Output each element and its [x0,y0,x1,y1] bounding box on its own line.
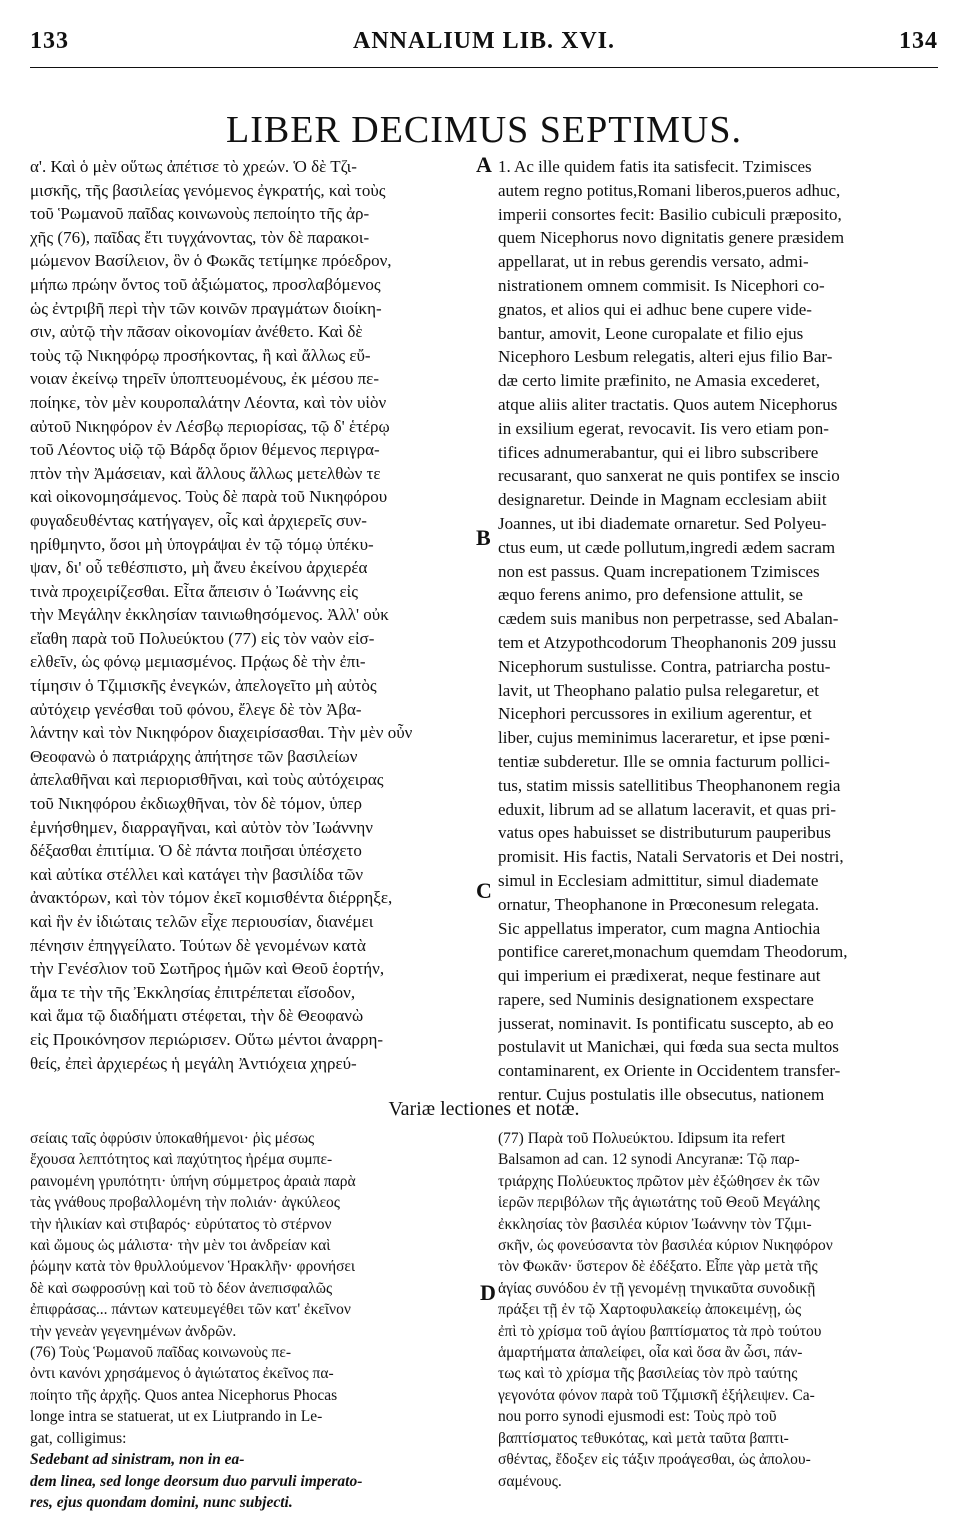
latin-note-line: βαπτίσματος τεθυκότας, καὶ μετὰ ταῦτα βαπτι- [498,1429,789,1447]
right-page-number: 134 [899,28,938,54]
latin-text-line: quem Nicephorus novo dignitatis genere præsidem [498,228,845,248]
latin-text-line: in exsilium egerat, revocavit. Iis vero etiam pon- [498,418,829,438]
greek-text-line: αὐτόχειρ γενέσθαι τοῦ φόνου, ἔλεγε δὲ τὸν Ἀβα- [30,699,362,719]
greek-text-line: καὶ ἅμα τῷ διαδήματι στέφεται, τὴν δὲ Θεοφανὼ [30,1006,364,1026]
running-title: ANNALIUM LIB. XVI. [352,28,616,54]
latin-text-line: vatus opes habuisset se distributurum pauperibus [498,823,831,843]
greek-text-line: Θεοφανὼ ὁ πατριάρχης ἀπήτησε τῶν βασιλείων [30,746,358,766]
latin-text-line: tifices adnumerabantur, qui ei libro subscribere [498,442,819,462]
greek-text-line: εἴαθη παρὰ τοῦ Πολυεύκτου (77) εἰς τὸν ναὸν εἰσ- [30,628,375,648]
greek-text-line: τοῦ Λέοντος υἱῷ τῷ Βάρδᾳ ὅριον θέμενος περιγρα- [30,440,380,460]
greek-text-line: πένησιν ἐπηγγείλατο. Τούτων δὲ γενομένων κατὰ [30,935,366,955]
latin-text-line: Nicephorum sustulisse. Contra, patriarcha postu- [498,656,831,676]
latin-text-line: designaretur. Deinde in Magnam ecclesiam abiit [498,490,827,510]
greek-text-line: καὶ αὐτίκα στέλλει καὶ κατάγει τὴν βασιλίδα τῶν [30,864,364,884]
latin-text-line: Nicephori percussores in exilium agerentur, et [498,704,812,724]
greek-note-italic-line: Sedebant ad sinistram, non in ea- [30,1451,245,1469]
greek-note-line: σείαις ταῖς ὀφρύσιν ὑποκαθήμενοι· ῥὶς μέσως [30,1130,315,1147]
latin-text-line: recusarant, quo sanxerat ne quis pontifex se inscio [498,466,840,486]
greek-text-line: ηρίθμηντο, ὅσοι μὴ ὑπογράψαι ἐν τῷ τόμῳ ὑπέκυ- [30,534,374,554]
greek-note-line: (76) Τοὺς Ῥωμανοῦ παῖδας κοινωνοὺς πε- [30,1344,292,1362]
latin-text-line: Nicephoro Lesbum relegatis, alteri ejus filio Bar- [498,347,833,367]
latin-note-line: γεγονότα φόνον παρὰ τοῦ Τζιμισκῆ ἐξήλειψεν. Ca- [498,1386,815,1404]
latin-text-line: promisit. His factis, Natali Servatoris et Dei nostri, [498,847,844,867]
latin-text-line: tus, statim missis satellitibus Theophanonem regia [498,775,841,795]
header-rule [30,67,938,68]
latin-text-line: rentur. Cujus postulatis ille obsecutus, nationem [498,1085,825,1105]
greek-note-italic-line: dem linea, sed longe deorsum duo parvuli imperato- [30,1472,363,1490]
greek-text-line: αὐτοῦ Νικηφόρον ἐν Λέσβῳ περιορίσας, τῷ δ' ἑτέρῳ [30,416,390,436]
latin-text-line: tentiæ subderetur. Ille se omnia facturum pollici- [498,751,830,771]
book-title: LIBER DECIMUS SEPTIMUS. [226,109,742,151]
greek-text-line: χῆς (76), παῖδας ἔτι τυγχάνοντας, τὸν δὲ παρακοι- [30,227,370,247]
greek-text-line: ἅμα τε τὴν τῆς Ἐκκλησίας ἐπιτρέπεται εἴσοδον, [30,982,356,1002]
greek-text-line: τὴν Μεγάλην ἐκκλησίαν ταινιωθησόμενος. Ἀλλ' οὐκ [30,605,389,625]
greek-note-line: ἔχουσα λεπτότητος καὶ παχύτητος ἠρέμα συμπε- [30,1151,333,1169]
greek-note-line: καὶ ὤμους ὡς μάλιστα· τὴν μὲν τοι ἀνδρείαν καὶ [30,1237,331,1255]
greek-text-line: νοιαν ἐκείνῳ τηρεῖν ὑποπτευομένους, ἐκ μέσου πε- [30,369,379,389]
latin-note-line: τριάρχης Πολύευκτος πρῶτον μὲν ἐξώθησεν ἐκ τῶν [498,1172,820,1190]
greek-text-line: τίμησιν ὁ Τζιμισκῆς ἐνεγκών, ἀπελογεῖτο μὴ αὐτὸς [30,676,377,696]
notes-heading: Variæ lectiones et notæ. [388,1098,580,1120]
latin-text-line: non est passus. Quam increpationem Tzimisces [498,561,820,581]
greek-text-line: α'. Καὶ ὁ μὲν οὕτως ἀπέτισε τὸ χρεών. Ὁ δὲ Τζι- [30,157,357,176]
greek-text-line: ὡς ἐντριβῆ περὶ τὴν τῶν κοινῶν πραγμάτων διοίκη- [30,298,382,318]
greek-text-line: εἰς Προικόνησον περιώρισεν. Οὕτω μέντοι ἀναρρη- [30,1029,383,1049]
greek-text-line: φυγαδευθέντας κατήγαγεν, οἷς καὶ ἀρχιερεῖς συν- [30,510,367,530]
margin-marker-d: D [480,1280,496,1305]
latin-text-line: liber, cujus meminimus laceraretur, et ipse pœni- [498,728,830,748]
latin-note-line: σκῆν, ὡς φονεύσαντα τὸν βασιλέα κύριον Νικηφόρον [498,1237,833,1255]
latin-text-line: cædem suis manibus non perpetrasse, sed Abalan- [498,609,839,629]
running-header [30,28,938,68]
latin-text-line: Joannes, ut ibi diademate ornaretur. Sed Polyeu- [498,513,827,533]
latin-notes-column [498,1128,938,1492]
greek-note-line: ποίητο τῆς ἀρχῆς. Quos antea Nicephorus Phocas [30,1386,338,1404]
greek-text-line: ἀνακτόρων, καὶ τὸν τόμον ἐκεῖ κομισθέντα διέρρηξε, [30,888,393,908]
greek-text-line: θείς, ἐπεὶ ἀρχιερέως ἡ μεγάλη Ἀντιόχεια χηρεύ- [30,1053,357,1073]
greek-note-line: ῥώμην κατὰ τὸν θρυλλούμενον Ἡρακλῆν· φρονήσει [30,1258,356,1276]
latin-text-line: autem regno potitus,Romani liberos,pueros adhuc, [498,180,841,200]
margin-marker-a: A [476,152,492,177]
latin-note-line: Balsamon ad can. 12 synodi Ancyranæ: Τῷ παρ- [498,1151,800,1169]
greek-note-line: ραινομένη γρυπότητι· ὑπήνη σύμμετρος ἀραιὰ παρὰ [30,1172,356,1190]
latin-text-line: bantur, amovit, Leone curopalate et filio ejus [498,323,804,343]
greek-note-line: ἐπιφράσας... πάντων κατευμεγέθει τῶν κατ' ἐκεῖνον [30,1301,351,1319]
greek-text-line: λάντην καὶ τὸν Νικηφόρον διαχειρίσασθαι. Τὴν μὲν οὖν [30,723,413,743]
greek-note-line: ὀντι κανόνι χρησάμενος ὁ ἀγιώτατος ἐκεῖνος πα- [30,1365,334,1383]
greek-text-line: τινὰ προχειρίζεσθαι. Εἶτα ἄπεισιν ὁ Ἰωάννης εἰς [30,581,358,601]
latin-text-line: simul in Ecclesiam admittitur, simul diademate [498,870,819,890]
latin-text-line: rapere, sed Numinis designationem exspectare [498,989,814,1009]
greek-text-line: δέξασθαι ἐπιτίμια. Ὁ δὲ πάντα ποιῆσαι ὑπέσχετο [30,841,362,861]
latin-note-line: ἐκκλησίας τὸν βασιλέα κύριον Ἰωάννην τὸν Τζιμι- [498,1215,812,1233]
greek-text-line: ελθεῖν, ὡς φόνῳ μεμιασμένος. Πρᾴως δὲ τὴν ἐπι- [30,652,366,672]
greek-note-line: τὴν γενεὰν γεγενημένων ἀνδρῶν. [30,1322,237,1340]
margin-marker-b: B [476,525,491,550]
latin-note-line: ἁμαρτήματα ἀπαλείφει, οἷα καὶ ὅσα ἂν ὦσι, πάν- [498,1344,803,1362]
latin-text-line: pontifice careret,monachum quemdam Theodorum, [498,942,848,962]
latin-note-line: σθέντας, ἔδοξεν εἰς τάξιν προάγεσθαι, ὡς ἀπολου- [498,1451,811,1469]
latin-note-line: ἱερῶν περιβόλων τῆς ἁγιωτάτης τοῦ Θεοῦ Μεγάλης [498,1194,820,1212]
greek-text-line: μήπω πρώην ὄντος τοῦ ἀξιώματος, προσλαβόμενος [30,274,381,294]
latin-note-line: ἐπὶ τὸ χρίσμα τοῦ ἁγίου βαπτίσματος τὰ πρὸ τούτου [498,1322,822,1340]
latin-text-line: æquo ferens animo, pro defensione attulit, se [498,585,803,605]
greek-text-line: τοῦ Νικηφόρου ἐκδιωχθῆναι, τὸν δὲ τόμον, ὑπερ [30,794,363,814]
latin-text-line: ornatur, Theophanone in Prœconesum relegata. [498,894,819,914]
latin-note-line: τως καὶ τὸ χρίσμα τῆς βασιλείας τὸν πρὸ ταύτης [498,1365,798,1383]
latin-text-line: gnatos, et alios qui ei adhuc bene cupere vide- [498,299,812,319]
latin-note-line: (77) Παρὰ τοῦ Πολυεύκτου. Idipsum ita refert [498,1130,786,1147]
latin-note-line: σαμένους. [498,1472,562,1490]
latin-text-line: appellarat, ut in rebus gerendis versato, admi- [498,252,809,272]
greek-text-line: τοῦ Ῥωμανοῦ παῖδας κοινωνοὺς πεποίητο τῆς ἀρ- [30,204,370,224]
latin-text-line: jusserat, nominavit. Is pontificatu suscepto, ab eo [498,1013,834,1033]
greek-text-line: σιν, αὐτῷ τὴν πᾶσαν οἰκονομίαν ἀνέθετο. Καὶ δὲ [30,322,363,342]
latin-text-line: lavit, ut Theophano palatio pulsa relegaretur, et [498,680,819,700]
latin-text-line: tem et Atzypothcodorum Theophanonis 209 jussu [498,632,837,652]
greek-text-line: ἐμνήσθημεν, διαρραγῆναι, καὶ αὐτὸν τὸν Ἰωάννην [30,817,373,837]
greek-text-line: ποίηκε, τὸν μὲν κουροπαλάτην Λέοντα, καὶ τὸν υἱὸν [30,392,387,412]
greek-note-line: longe intra se statuerat, ut ex Liutprando in Le- [30,1408,323,1426]
greek-note-line: τὴν ἡλικίαν καὶ στιβαρός· εὐρύτατος τὸ στέρνον [30,1215,332,1233]
latin-text-column [498,155,938,1107]
latin-text-line: imperii consortes fecit: Basilio cubiculi præposito, [498,204,842,224]
latin-text-line: atque aliis aliter tractatis. Quos autem Nicephorus [498,394,838,414]
left-page-number: 133 [30,28,69,54]
greek-note-line: δὲ καὶ σωφροσύνῃ καὶ τοῦ τὸ δέον ἀνεπισφαλῶς [30,1279,333,1297]
latin-text-line: ctus eum, ut cæde pollutum,ingredi ædem sacram [498,537,836,557]
latin-text-line: Sic appellatus imperator, cum magna Antiochia [498,918,821,938]
greek-text-line: καὶ οἰκονομησάμενος. Τοὺς δὲ παρὰ τοῦ Νικηφόρου [30,487,388,507]
greek-text-line: ψαν, δι' οὗ τεθέσπιστο, μὴ ἄνευ ἐκείνου ἀρχιερέα [30,558,368,578]
greek-text-line: τοὺς τῷ Νικηφόρῳ προσήκοντας, ἢ καὶ ἄλλως εὔ- [30,345,371,365]
latin-text-line: qui imperium ei prædixerat, neque festinare aut [498,966,821,986]
latin-text-line: 1. Ac ille quidem fatis ita satisfecit. Tzimisces [498,157,812,176]
latin-text-line: contaminarent, ex Oriente in Occidentem transfer- [498,1061,841,1081]
greek-note-line: gat, colligimus: [30,1429,127,1447]
greek-note-italic-line: res, ejus quondam domini, nunc subjecti. [30,1493,293,1511]
latin-note-line: nou porro synodi ejusmodi est: Τοὺς πρὸ τοῦ [498,1408,777,1426]
greek-text-column [30,155,482,1075]
latin-text-line: eduxit, librum ad se allatum laceravit, et quas pri- [498,799,836,819]
latin-text-line: postulavit ut Manichæi, qui fœda sua secta multos [498,1037,839,1057]
margin-marker-c: C [476,878,492,903]
greek-text-line: πτὸν τὴν Ἀμάσειαν, καὶ ἄλλους ἄλλως μετελθὼν τε [30,463,381,483]
greek-note-line: τὰς γνάθους προβαλλομένη τὴν πολιάν· ἀγκύλεος [30,1194,340,1212]
greek-text-line: καὶ ἣν ἐν ἰδιώταις τελῶν εἶχε περιουσίαν, διανέμει [30,912,374,931]
greek-text-line: μώμενον Βασίλειον, ὃν ὁ Φωκᾶς τετίμηκε πρόεδρον, [30,251,392,271]
latin-text-line: dæ certo limite præfinito, ne Amasia excederet, [498,371,820,391]
latin-note-line: τὸν Φωκᾶν· ὕστερον δὲ ἐδέξατο. Εἶπε γὰρ μετὰ τῆς [498,1258,818,1276]
greek-notes-column [30,1128,482,1513]
greek-text-line: ἀπελαθῆναι καὶ περιορισθῆναι, καὶ τοὺς αὐτόχειρας [30,770,384,790]
latin-note-line: πράξει τῇ ἐν τῷ Χαρτοφυλακείῳ ἀποκειμένῃ, ὡς [498,1301,802,1319]
greek-text-line: μισκῆς, τῆς βασιλείας γενόμενος ἐγκρατής, καὶ τοὺς [30,180,386,200]
latin-text-line: nistrationem omnem commisit. Is Nicephori co- [498,275,825,295]
latin-note-line: ἁγίας συνόδου ἐν τῇ γενομένῃ τηνικαῦτα συνοδικῇ [498,1279,816,1297]
greek-text-line: τὴν Γενέσλιον τοῦ Σωτῆρος ἡμῶν καὶ Θεοῦ ἑορτήν, [30,959,385,979]
